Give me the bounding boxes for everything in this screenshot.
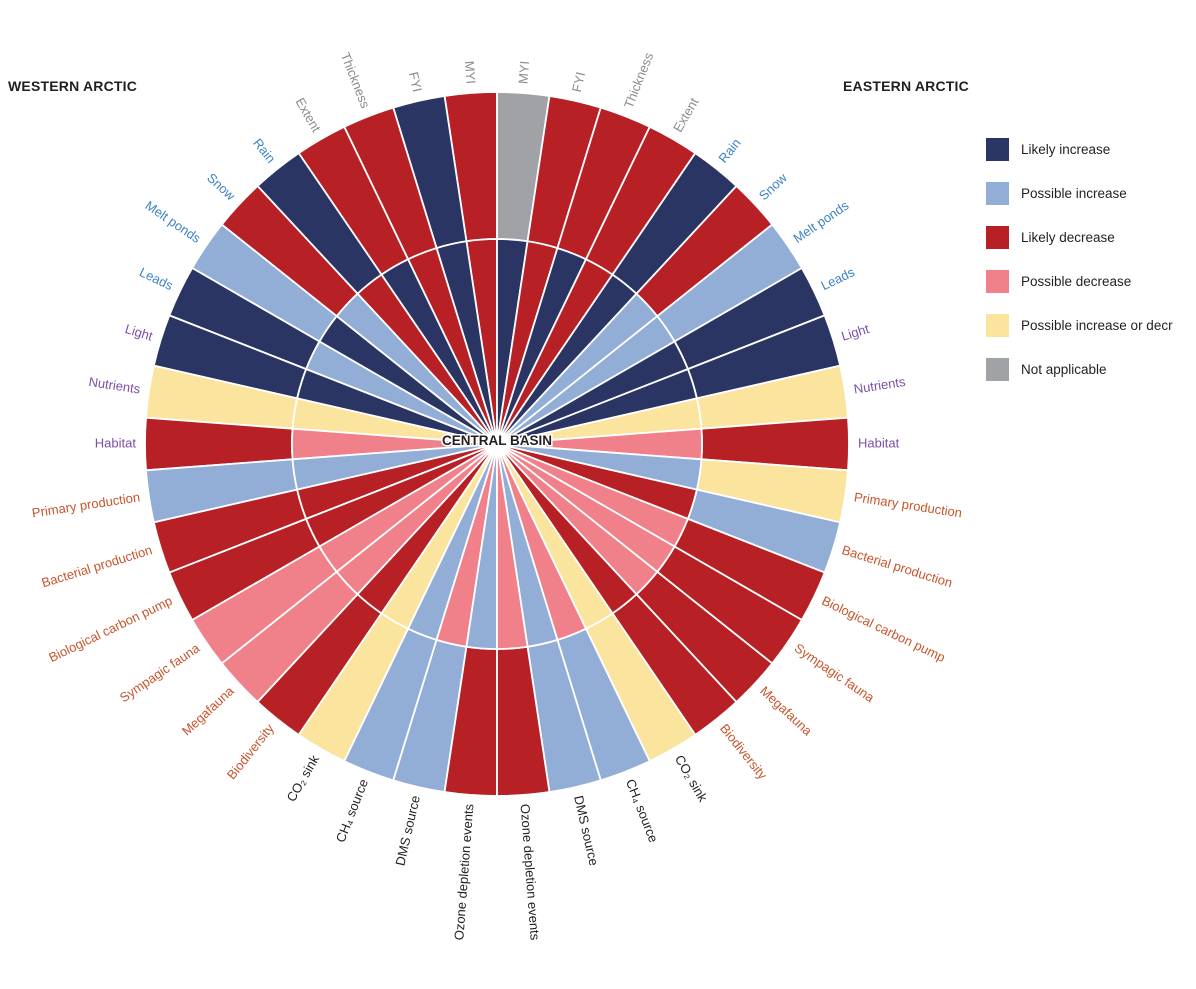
label-east-nutrients: Nutrients [852, 373, 907, 397]
label-east-biological-carbon-pump: Biological carbon pump [819, 592, 948, 666]
label-west-bacterial-production: Bacterial production [39, 542, 154, 591]
label-east-extent: Extent [670, 95, 702, 135]
legend-item [986, 358, 1196, 381]
label-west-myi: MYI [461, 60, 479, 85]
legend-swatch-icon [986, 226, 1009, 249]
label-east-ozone-depletion-events: Ozone depletion events [517, 803, 543, 941]
legend-swatch-icon [986, 182, 1009, 205]
label-west-rain: Rain [250, 135, 279, 166]
label-west-ch-source: CH₄ source [332, 776, 372, 845]
legend-label: Likely decrease [1021, 230, 1115, 245]
legend-item [986, 138, 1196, 161]
label-west-thickness: Thickness [337, 50, 374, 111]
label-west-dms-source: DMS source [392, 794, 423, 868]
label-east-primary-production: Primary production [853, 489, 964, 521]
label-east-fyi: FYI [568, 70, 589, 94]
label-west-leads: Leads [137, 264, 176, 294]
label-east-ch-source: CH₄ source [622, 776, 662, 845]
label-east-sympagic-fauna: Sympagic fauna [791, 640, 878, 706]
legend-item [986, 270, 1196, 293]
legend-label: Possible decrease [1021, 274, 1132, 289]
central-basin-label: CENTRAL BASIN [441, 433, 553, 448]
label-east-rain: Rain [715, 135, 744, 166]
label-east-bacterial-production: Bacterial production [840, 542, 955, 591]
label-west-megafauna: Megafauna [178, 683, 237, 739]
label-west-biological-carbon-pump: Biological carbon pump [46, 592, 175, 666]
legend-swatch-icon [986, 138, 1009, 161]
legend-label: Not applicable [1021, 362, 1107, 377]
label-west-extent: Extent [292, 95, 324, 135]
label-west-primary-production: Primary production [30, 489, 141, 521]
label-east-snow: Snow [755, 170, 790, 204]
western-arctic-title: WESTERN ARCTIC [8, 78, 138, 94]
legend-swatch-icon [986, 358, 1009, 381]
label-east-co-sink: CO₂ sink [671, 752, 711, 805]
label-east-light: Light [839, 321, 871, 344]
label-west-nutrients: Nutrients [87, 373, 142, 397]
label-east-megafauna: Megafauna [757, 683, 816, 739]
eastern-arctic-title: EASTERN ARCTIC [843, 78, 969, 94]
legend-label: Possible increase [1021, 186, 1127, 201]
legend-item [986, 182, 1196, 205]
label-east-leads: Leads [818, 264, 857, 294]
label-west-biodiversity: Biodiversity [223, 720, 277, 783]
legend-swatch-icon [986, 314, 1009, 337]
legend-label: Possible increase or decr [1021, 318, 1173, 333]
legend [986, 138, 1196, 402]
label-west-habitat: Habitat [94, 435, 137, 451]
label-west-sympagic-fauna: Sympagic fauna [116, 640, 203, 706]
label-east-melt-ponds: Melt ponds [790, 197, 852, 246]
label-west-snow: Snow [204, 170, 239, 204]
label-west-ozone-depletion-events: Ozone depletion events [451, 803, 477, 941]
label-east-dms-source: DMS source [571, 794, 602, 868]
label-west-melt-ponds: Melt ponds [142, 197, 204, 246]
label-east-habitat: Habitat [857, 435, 900, 451]
label-west-fyi: FYI [405, 70, 426, 94]
legend-item [986, 226, 1196, 249]
legend-label: Likely increase [1021, 142, 1111, 157]
label-west-co-sink: CO₂ sink [283, 752, 323, 805]
label-east-myi: MYI [515, 60, 533, 85]
label-east-biodiversity: Biodiversity [717, 720, 771, 783]
label-west-light: Light [123, 321, 155, 344]
legend-item [986, 314, 1196, 337]
label-east-thickness: Thickness [620, 50, 657, 111]
legend-swatch-icon [986, 270, 1009, 293]
